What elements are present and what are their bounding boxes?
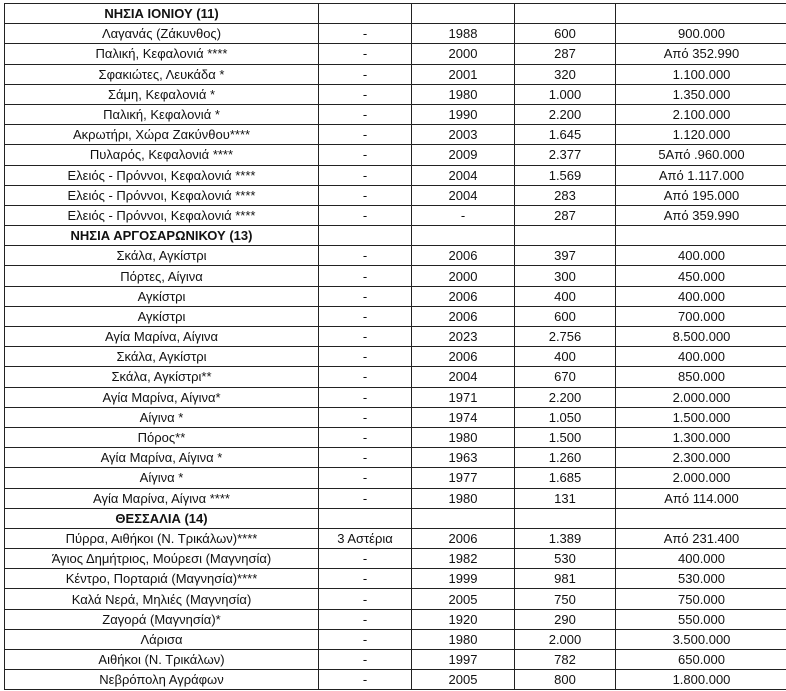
area-cell: 283: [515, 185, 616, 205]
year-cell: 1980: [412, 488, 515, 508]
year-cell: 1982: [412, 549, 515, 569]
stars-cell: -: [319, 448, 412, 468]
location-cell: Ακρωτήρι, Χώρα Ζακύνθου****: [5, 125, 319, 145]
area-cell: 2.756: [515, 327, 616, 347]
area-cell: 1.500: [515, 427, 616, 447]
stars-cell: -: [319, 569, 412, 589]
price-cell: 750.000: [616, 589, 786, 609]
area-cell: 670: [515, 367, 616, 387]
stars-cell: -: [319, 427, 412, 447]
area-cell: 1.050: [515, 407, 616, 427]
area-cell: 600: [515, 306, 616, 326]
table-row: [5, 609, 786, 629]
table-row: [5, 24, 786, 44]
location-cell: Αιθήκοι (Ν. Τρικάλων): [5, 650, 319, 670]
price-cell: 550.000: [616, 609, 786, 629]
section-header-row: [5, 226, 786, 246]
year-cell: 1980: [412, 629, 515, 649]
price-cell: Από 114.000: [616, 488, 786, 508]
price-cell: Από 231.400: [616, 528, 786, 548]
stars-cell: -: [319, 488, 412, 508]
stars-cell: -: [319, 468, 412, 488]
price-cell: 8.500.000: [616, 327, 786, 347]
stars-cell: -: [319, 145, 412, 165]
stars-cell: -: [319, 327, 412, 347]
table-row: [5, 670, 786, 690]
stars-cell: -: [319, 24, 412, 44]
area-cell: 320: [515, 64, 616, 84]
price-cell: 2.000.000: [616, 387, 786, 407]
price-cell: 2.000.000: [616, 468, 786, 488]
price-cell: 530.000: [616, 569, 786, 589]
year-cell: 2006: [412, 528, 515, 548]
year-cell: -: [412, 205, 515, 225]
stars-cell: -: [319, 246, 412, 266]
stars-cell: -: [319, 64, 412, 84]
price-cell: [616, 226, 786, 246]
area-cell: 1.685: [515, 468, 616, 488]
table-body: [5, 4, 786, 690]
area-cell: 287: [515, 205, 616, 225]
area-cell: 981: [515, 569, 616, 589]
price-cell: 1.350.000: [616, 84, 786, 104]
price-cell: 3.500.000: [616, 629, 786, 649]
price-cell: 400.000: [616, 347, 786, 367]
area-cell: 1.569: [515, 165, 616, 185]
location-cell: Καλά Νερά, Μηλιές (Μαγνησία): [5, 589, 319, 609]
area-cell: 2.200: [515, 387, 616, 407]
year-cell: 2006: [412, 246, 515, 266]
area-cell: 290: [515, 609, 616, 629]
price-cell: 1.300.000: [616, 427, 786, 447]
table-row: [5, 44, 786, 64]
stars-cell: -: [319, 387, 412, 407]
price-cell: 1.100.000: [616, 64, 786, 84]
year-cell: 2005: [412, 670, 515, 690]
stars-cell: -: [319, 347, 412, 367]
stars-cell: -: [319, 650, 412, 670]
location-cell: Ελειός - Πρόννοι, Κεφαλονιά ****: [5, 185, 319, 205]
area-cell: 400: [515, 286, 616, 306]
table-row: [5, 246, 786, 266]
table-row: [5, 650, 786, 670]
year-cell: 1974: [412, 407, 515, 427]
table-row: [5, 185, 786, 205]
price-cell: 450.000: [616, 266, 786, 286]
area-cell: 1.000: [515, 84, 616, 104]
table-row: [5, 64, 786, 84]
stars-cell: -: [319, 165, 412, 185]
section-header-row: [5, 508, 786, 528]
year-cell: 1977: [412, 468, 515, 488]
price-cell: Από 1.117.000: [616, 165, 786, 185]
stars-cell: -: [319, 205, 412, 225]
table-row: [5, 468, 786, 488]
area-cell: 782: [515, 650, 616, 670]
location-cell: Κέντρο, Πορταριά (Μαγνησία)****: [5, 569, 319, 589]
year-cell: 2001: [412, 64, 515, 84]
location-cell: Αίγινα *: [5, 407, 319, 427]
location-cell: Αίγινα *: [5, 468, 319, 488]
year-cell: [412, 226, 515, 246]
stars-cell: -: [319, 104, 412, 124]
price-cell: 2.300.000: [616, 448, 786, 468]
location-cell: Πόρος**: [5, 427, 319, 447]
year-cell: 2000: [412, 266, 515, 286]
year-cell: 2004: [412, 367, 515, 387]
area-cell: 300: [515, 266, 616, 286]
location-cell: Αγία Μαρίνα, Αίγινα *: [5, 448, 319, 468]
year-cell: 1980: [412, 427, 515, 447]
stars-cell: -: [319, 407, 412, 427]
area-cell: 400: [515, 347, 616, 367]
area-cell: 800: [515, 670, 616, 690]
price-cell: 1.120.000: [616, 125, 786, 145]
stars-cell: -: [319, 266, 412, 286]
year-cell: 2009: [412, 145, 515, 165]
section-title: ΝΗΣΙΑ ΑΡΓΟΣΑΡΩΝΙΚΟΥ (13): [5, 226, 319, 246]
location-cell: Σκάλα, Αγκίστρι: [5, 347, 319, 367]
area-cell: 1.260: [515, 448, 616, 468]
stars-cell: -: [319, 306, 412, 326]
table-row: [5, 367, 786, 387]
price-cell: 700.000: [616, 306, 786, 326]
price-cell: 650.000: [616, 650, 786, 670]
location-cell: Λαγανάς (Ζάκυνθος): [5, 24, 319, 44]
location-cell: Παλική, Κεφαλονιά *: [5, 104, 319, 124]
area-cell: 750: [515, 589, 616, 609]
location-cell: Αγκίστρι: [5, 286, 319, 306]
year-cell: 2023: [412, 327, 515, 347]
stars-cell: -: [319, 185, 412, 205]
stars-cell: -: [319, 125, 412, 145]
price-cell: 400.000: [616, 286, 786, 306]
year-cell: 2004: [412, 185, 515, 205]
location-cell: Αγία Μαρίνα, Αίγινα*: [5, 387, 319, 407]
table-row: [5, 306, 786, 326]
stars-cell: -: [319, 44, 412, 64]
price-cell: 400.000: [616, 549, 786, 569]
year-cell: 2000: [412, 44, 515, 64]
price-cell: 850.000: [616, 367, 786, 387]
table-row: [5, 569, 786, 589]
area-cell: 600: [515, 24, 616, 44]
section-title: ΘΕΣΣΑΛΙΑ (14): [5, 508, 319, 528]
table-row: [5, 104, 786, 124]
price-cell: Από 352.990: [616, 44, 786, 64]
table-row: [5, 448, 786, 468]
table-row: [5, 84, 786, 104]
table-row: [5, 145, 786, 165]
year-cell: 2004: [412, 165, 515, 185]
area-cell: 2.000: [515, 629, 616, 649]
table-row: [5, 347, 786, 367]
location-cell: Νεβρόπολη Αγράφων: [5, 670, 319, 690]
price-cell: 5Από .960.000: [616, 145, 786, 165]
year-cell: [412, 4, 515, 24]
table-row: [5, 125, 786, 145]
year-cell: 2003: [412, 125, 515, 145]
year-cell: 2006: [412, 347, 515, 367]
year-cell: 1963: [412, 448, 515, 468]
location-cell: Αγία Μαρίνα, Αίγινα: [5, 327, 319, 347]
area-cell: 287: [515, 44, 616, 64]
location-cell: Πυλαρός, Κεφαλονιά ****: [5, 145, 319, 165]
table-row: [5, 528, 786, 548]
area-cell: [515, 4, 616, 24]
price-cell: 400.000: [616, 246, 786, 266]
price-cell: 1.800.000: [616, 670, 786, 690]
table-row: [5, 205, 786, 225]
stars-cell: -: [319, 549, 412, 569]
year-cell: 1971: [412, 387, 515, 407]
location-cell: Σκάλα, Αγκίστρι**: [5, 367, 319, 387]
price-cell: 900.000: [616, 24, 786, 44]
stars-cell: -: [319, 367, 412, 387]
stars-cell: -: [319, 589, 412, 609]
stars-cell: [319, 226, 412, 246]
table-row: [5, 629, 786, 649]
stars-cell: -: [319, 84, 412, 104]
table-row: [5, 407, 786, 427]
table-row: [5, 387, 786, 407]
location-cell: Αγκίστρι: [5, 306, 319, 326]
properties-table: [4, 3, 786, 690]
location-cell: Άγιος Δημήτριος, Μούρεσι (Μαγνησία): [5, 549, 319, 569]
price-cell: [616, 4, 786, 24]
area-cell: 530: [515, 549, 616, 569]
area-cell: 131: [515, 488, 616, 508]
location-cell: Πύρρα, Αιθήκοι (Ν. Τρικάλων)****: [5, 528, 319, 548]
price-cell: [616, 508, 786, 528]
table-row: [5, 327, 786, 347]
table-row: [5, 165, 786, 185]
area-cell: 2.377: [515, 145, 616, 165]
stars-cell: [319, 4, 412, 24]
year-cell: 1999: [412, 569, 515, 589]
year-cell: 1980: [412, 84, 515, 104]
location-cell: Παλική, Κεφαλονιά ****: [5, 44, 319, 64]
table-row: [5, 286, 786, 306]
stars-cell: -: [319, 629, 412, 649]
price-cell: Από 359.990: [616, 205, 786, 225]
location-cell: Σάμη, Κεφαλονιά *: [5, 84, 319, 104]
table-row: [5, 266, 786, 286]
location-cell: Πόρτες, Αίγινα: [5, 266, 319, 286]
stars-cell: 3 Αστέρια: [319, 528, 412, 548]
price-cell: Από 195.000: [616, 185, 786, 205]
location-cell: Λάρισα: [5, 629, 319, 649]
table-row: [5, 427, 786, 447]
location-cell: Ελειός - Πρόννοι, Κεφαλονιά ****: [5, 165, 319, 185]
year-cell: 2006: [412, 306, 515, 326]
table-row: [5, 549, 786, 569]
year-cell: 2005: [412, 589, 515, 609]
price-cell: 2.100.000: [616, 104, 786, 124]
price-cell: 1.500.000: [616, 407, 786, 427]
stars-cell: -: [319, 670, 412, 690]
area-cell: 397: [515, 246, 616, 266]
stars-cell: [319, 508, 412, 528]
location-cell: Σφακιώτες, Λευκάδα *: [5, 64, 319, 84]
year-cell: 1997: [412, 650, 515, 670]
area-cell: [515, 508, 616, 528]
location-cell: Ζαγορά (Μαγνησία)*: [5, 609, 319, 629]
section-title: ΝΗΣΙΑ ΙΟΝΙΟΥ (11): [5, 4, 319, 24]
year-cell: 1988: [412, 24, 515, 44]
year-cell: [412, 508, 515, 528]
location-cell: Σκάλα, Αγκίστρι: [5, 246, 319, 266]
area-cell: [515, 226, 616, 246]
area-cell: 1.645: [515, 125, 616, 145]
year-cell: 1920: [412, 609, 515, 629]
stars-cell: -: [319, 286, 412, 306]
table-row: [5, 589, 786, 609]
year-cell: 2006: [412, 286, 515, 306]
location-cell: Αγία Μαρίνα, Αίγινα ****: [5, 488, 319, 508]
year-cell: 1990: [412, 104, 515, 124]
area-cell: 2.200: [515, 104, 616, 124]
stars-cell: -: [319, 609, 412, 629]
table-row: [5, 488, 786, 508]
area-cell: 1.389: [515, 528, 616, 548]
section-header-row: [5, 4, 786, 24]
location-cell: Ελειός - Πρόννοι, Κεφαλονιά ****: [5, 205, 319, 225]
